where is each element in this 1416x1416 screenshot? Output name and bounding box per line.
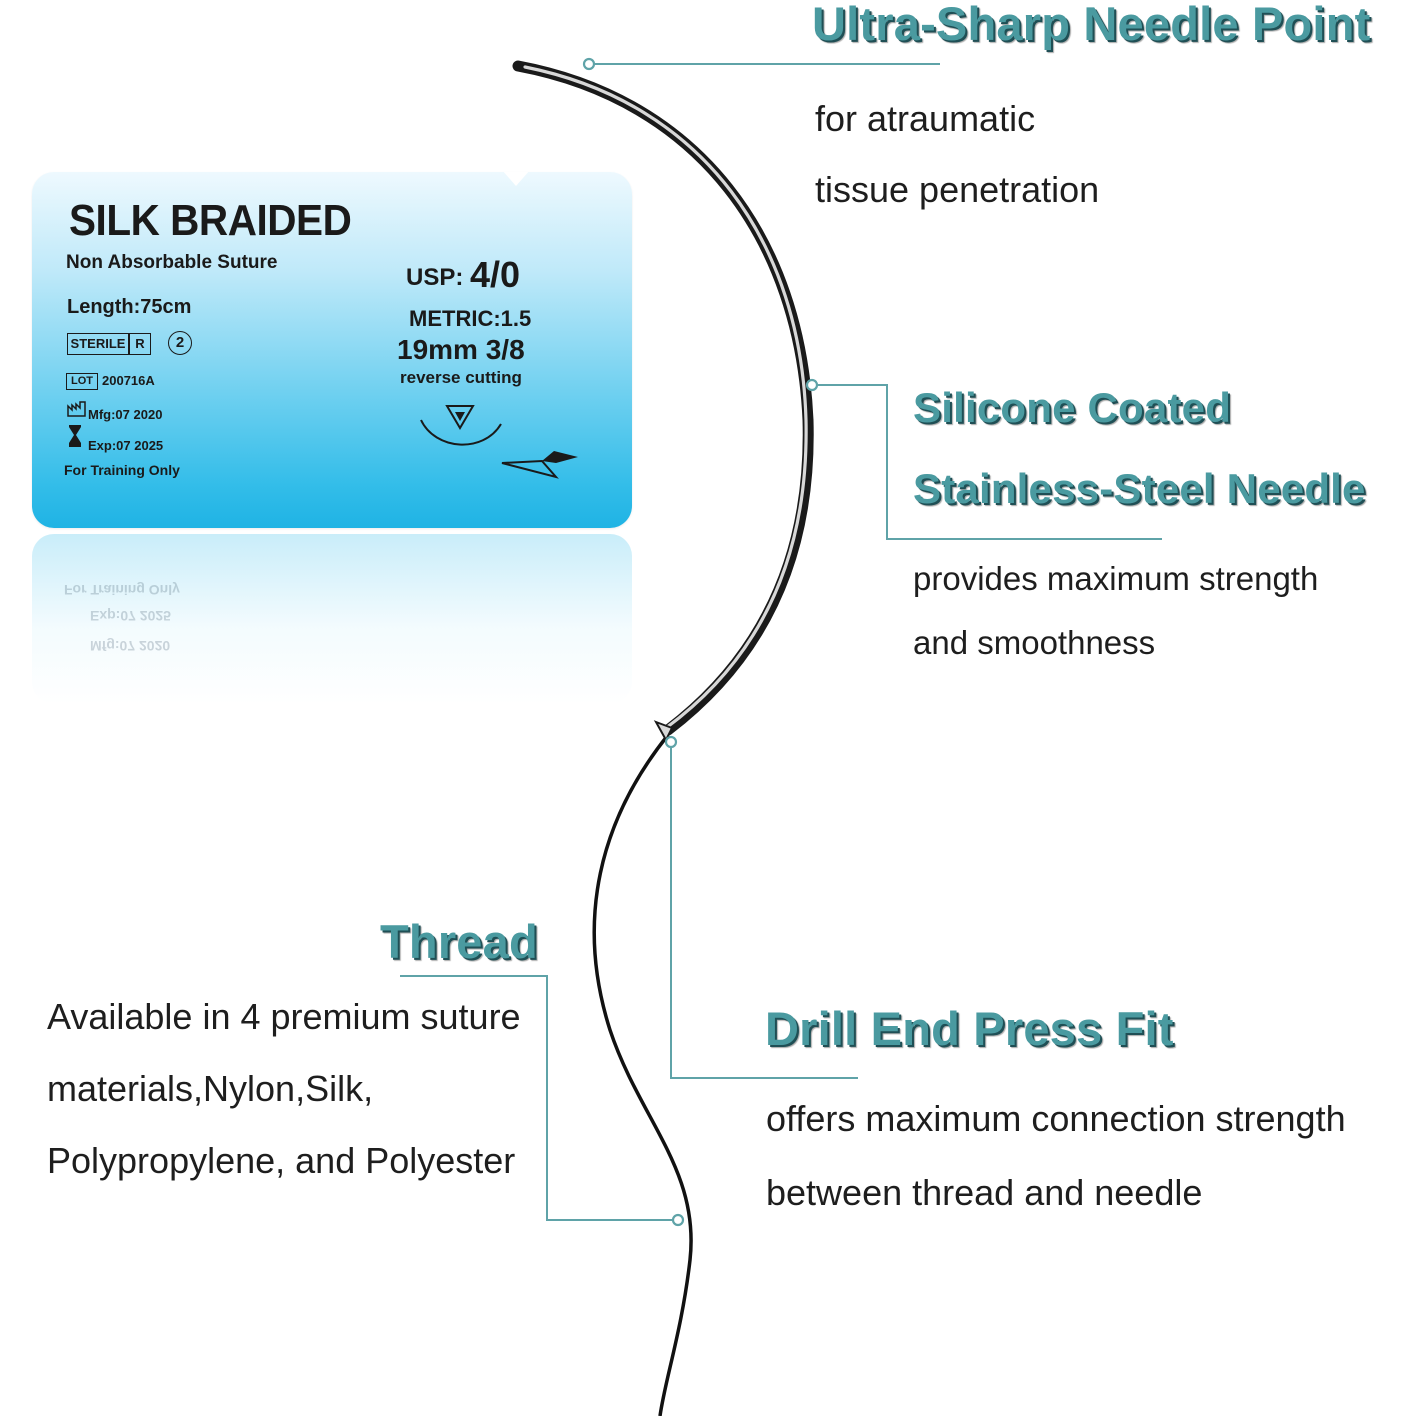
single-use-icon: 2 (168, 331, 192, 355)
suture-thread (594, 735, 691, 1416)
needle-size: 19mm 3/8 (397, 334, 525, 365)
reverse-cutting-needle-icon (417, 400, 507, 456)
package-reflection (32, 534, 632, 704)
silicone-heading-line-2: Stainless-Steel Needle (913, 465, 1366, 512)
thread-line-1: Available in 4 premium suture (47, 996, 521, 1037)
hourglass-icon (68, 424, 82, 448)
drill-end-heading: Drill End Press Fit (765, 1002, 1174, 1055)
needle-point-line-1: for atraumatic (815, 98, 1036, 139)
usp-value: 4/0 (470, 254, 521, 295)
factory-icon (67, 401, 87, 417)
silicone-line-1: provides maximum strength (913, 560, 1319, 597)
reflection-text: For Training Only (64, 582, 180, 598)
r-badge: R (129, 333, 151, 355)
mfg-date: Mfg:07 2020 (88, 407, 163, 422)
suture-package (32, 172, 632, 528)
training-note: For Training Only (64, 462, 180, 478)
reflection-text: Exp:07 2025 (90, 608, 171, 624)
needle-point-heading: Ultra-Sharp Needle Point (812, 0, 1371, 50)
usp-label: USP: (406, 264, 464, 291)
drill-end-line-2: between thread and needle (766, 1172, 1203, 1213)
needle-point-line-2: tissue penetration (815, 169, 1100, 210)
thread-heading: Thread (380, 915, 538, 968)
sterile-badge: STERILE (67, 333, 129, 355)
needle-profile-icon (500, 447, 580, 481)
package-length: Length:75cm (67, 296, 192, 318)
exp-date: Exp:07 2025 (88, 438, 164, 453)
thread-line-3: Polypropylene, and Polyester (47, 1140, 516, 1181)
lot-label: LOT (66, 373, 98, 390)
metric-value: METRIC:1.5 (409, 306, 532, 331)
package-subtitle: Non Absorbable Suture (66, 252, 278, 273)
silicone-line-2: and smoothness (913, 624, 1156, 661)
needle-type: reverse cutting (400, 368, 522, 387)
lot-value: 200716A (102, 373, 155, 388)
silicone-heading-line-1: Silicone Coated (913, 384, 1232, 431)
drill-end-line-1: offers maximum connection strength (766, 1098, 1346, 1139)
package-title: SILK BRAIDED (69, 196, 352, 245)
thread-line-2: materials,Nylon,Silk, (47, 1068, 374, 1109)
reflection-text: Mfg:07 2020 (90, 638, 171, 654)
